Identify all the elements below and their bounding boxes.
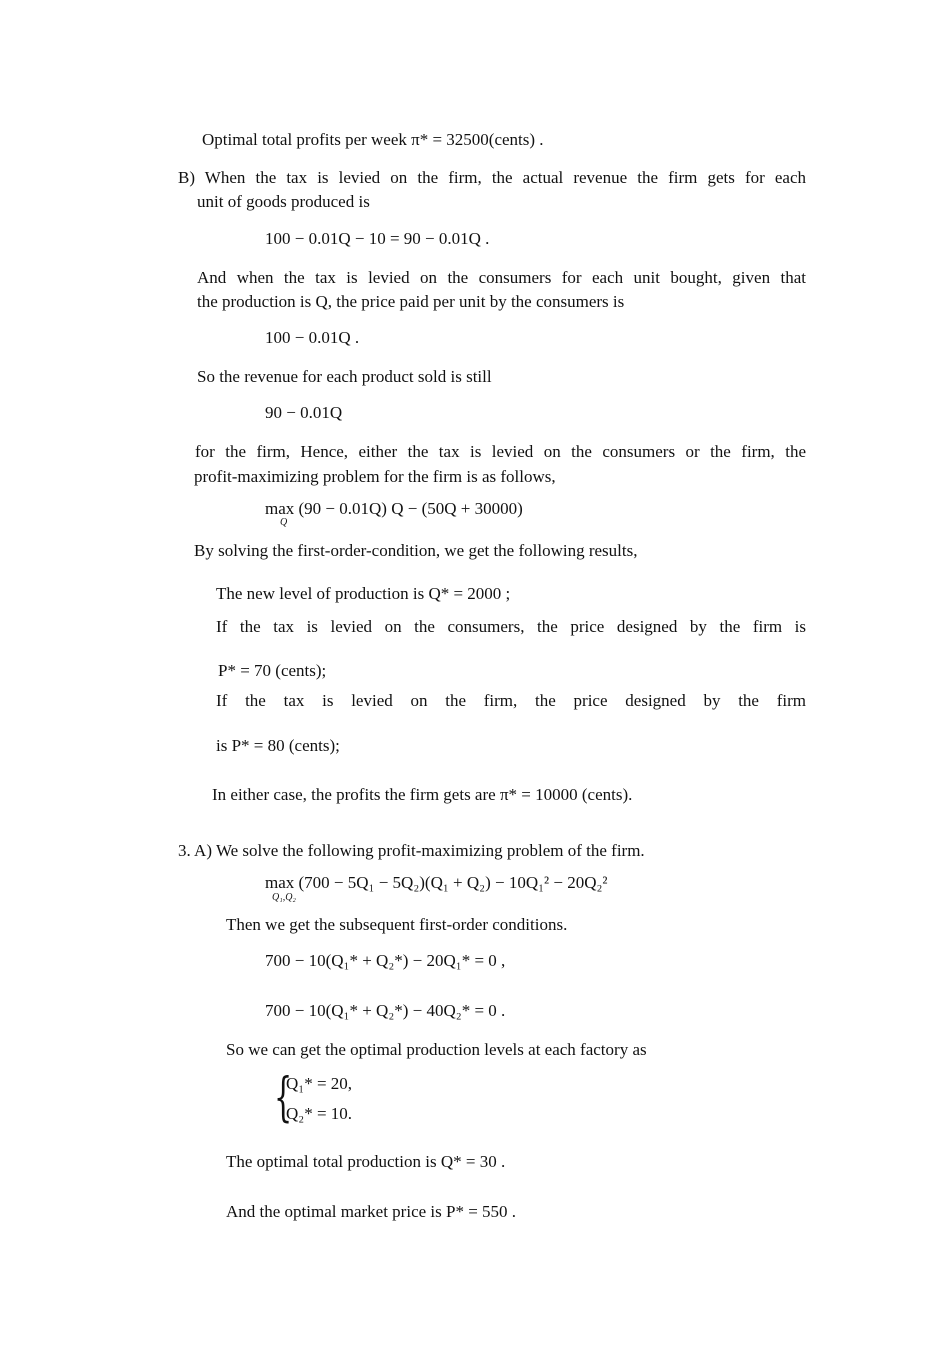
text-line: for the firm, Hence, either the tax is levied on the consumers or the firm, the: [195, 442, 806, 461]
equation: 100 − 0.01Q − 10 = 90 − 0.01Q .: [265, 229, 490, 248]
text-line: In either case, the profits the firm gets are π* = 10000 (cents).: [212, 785, 633, 804]
text-line: The optimal total production is Q* = 30 .: [226, 1152, 506, 1171]
text-line: So the revenue for each product sold is still: [197, 367, 492, 386]
text-line: profit-maximizing problem for the firm is as follows,: [194, 467, 556, 486]
equation-brace: {: [274, 1068, 293, 1128]
equation: max (700 − 5Q₁ − 5Q₂)(Q₁ + Q₂) − 10Q₁² − 20Q₂²: [265, 873, 608, 892]
equation-subscript: Q₁,Q₂: [272, 892, 296, 903]
text-line: If the tax is levied on the consumers, the price designed by the firm is: [216, 617, 806, 636]
text-line: unit of goods produced is: [197, 192, 370, 211]
text-line: Optimal total profits per week π* = 32500(cents) .: [202, 130, 544, 149]
equation: max (90 − 0.01Q) Q − (50Q + 30000): [265, 499, 523, 518]
equation: Q₂* = 10.: [286, 1104, 353, 1123]
text-line: 3. A) We solve the following profit-maximizing problem of the firm.: [178, 841, 645, 860]
text-line: P* = 70 (cents);: [218, 661, 327, 680]
equation: 100 − 0.01Q .: [265, 328, 360, 347]
text-line: And the optimal market price is P* = 550 .: [226, 1202, 517, 1221]
text-line: the production is Q, the price paid per unit by the consumers is: [197, 292, 625, 311]
text-line: And when the tax is levied on the consumers for each unit bought, given that: [197, 268, 806, 287]
equation: 700 − 10(Q₁* + Q₂*) − 20Q₁* = 0 ,: [265, 951, 506, 970]
text-line: By solving the first-order-condition, we get the following results,: [194, 541, 638, 560]
text-line: is P* = 80 (cents);: [216, 736, 340, 755]
text-line: B) When the tax is levied on the firm, the actual revenue the firm gets for each: [178, 168, 806, 187]
equation-subscript: Q: [280, 517, 288, 528]
text-line: Then we get the subsequent first-order conditions.: [226, 915, 568, 934]
equation: Q₁* = 20,: [286, 1074, 353, 1093]
equation: 700 − 10(Q₁* + Q₂*) − 40Q₂* = 0 .: [265, 1001, 506, 1020]
text-line: If the tax is levied on the firm, the price designed by the firm: [216, 691, 806, 710]
text-line: The new level of production is Q* = 2000 ;: [216, 584, 511, 603]
equation: 90 − 0.01Q: [265, 403, 343, 422]
text-line: So we can get the optimal production levels at each factory as: [226, 1040, 647, 1059]
